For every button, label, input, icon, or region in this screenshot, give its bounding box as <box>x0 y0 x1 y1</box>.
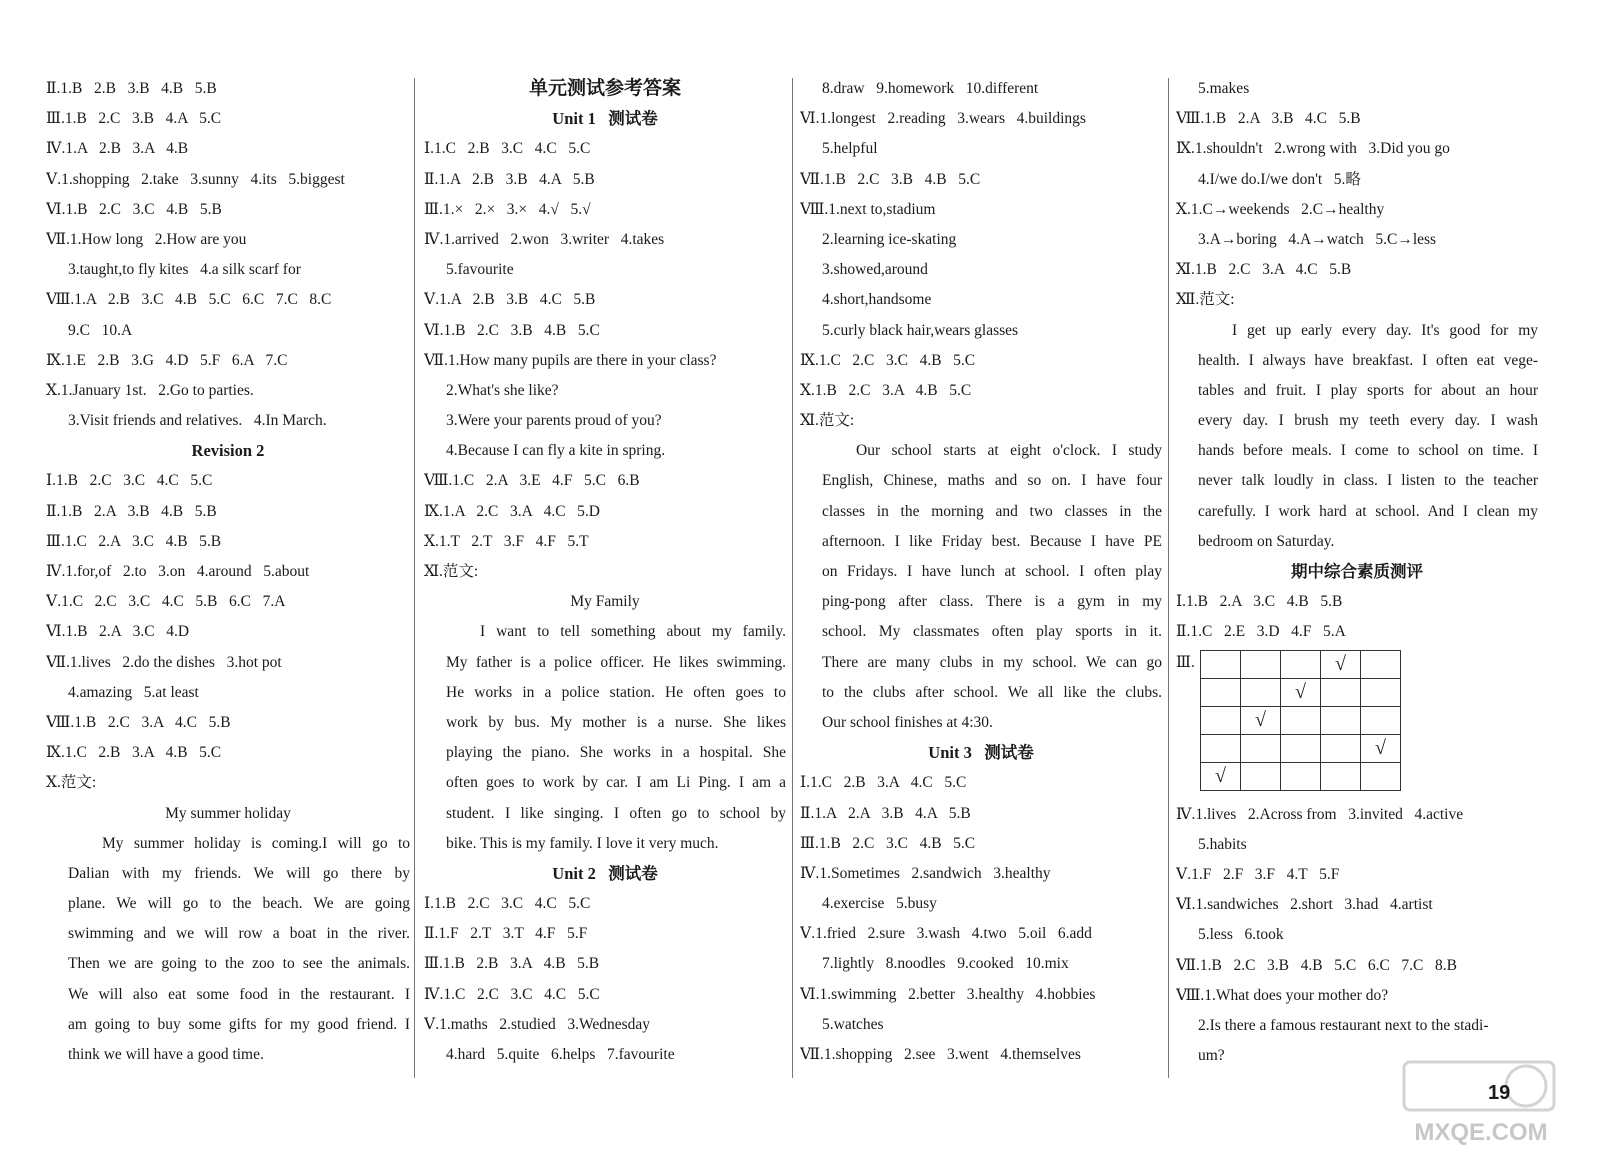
main-title: 单元测试参考答案 <box>528 78 681 99</box>
answer-line: 2.What's she like? <box>446 381 559 399</box>
essay-line: I get up early every day. It's good for my <box>1232 321 1538 339</box>
essay-line: carefully. I work hard at school. And I clean my <box>1198 502 1538 520</box>
answer-line: Ⅶ.1.B 2.C 3.B 4.B 5.C 6.C 7.C 8.B <box>1176 956 1457 974</box>
answer-line: 5.favourite <box>446 261 514 279</box>
grid-cell <box>1201 762 1241 790</box>
section-title-unit-1: Unit 1 测试卷 <box>552 109 658 129</box>
answer-line: 5.helpful <box>822 140 878 158</box>
answer-line: Ⅵ.1.B 2.C 3.C 4.B 5.B <box>46 200 222 218</box>
answer-line: Ⅷ.1.What does your mother do? <box>1176 986 1389 1004</box>
answer-line: Ⅹ.1.T 2.T 3.F 4.F 5.T <box>424 532 589 550</box>
answer-line: Ⅳ.1.lives 2.Across from 3.invited 4.active <box>1176 805 1464 823</box>
answer-line: 8.draw 9.homework 10.different <box>822 80 1039 97</box>
answer-line: Ⅳ.1.C 2.C 3.C 4.C 5.C <box>424 985 600 1003</box>
answer-line: Ⅴ.1.A 2.B 3.B 4.C 5.B <box>424 291 596 309</box>
answer-line: Ⅴ.1.shopping 2.take 3.sunny 4.its 5.biggest <box>46 170 345 188</box>
answer-line: 5.makes <box>1198 80 1250 97</box>
answer-line: Ⅳ.1.Sometimes 2.sandwich 3.healthy <box>800 864 1051 882</box>
answer-line: Ⅵ.1.swimming 2.better 3.healthy 4.hobbies <box>800 985 1096 1003</box>
answer-line: Ⅲ.1.C 2.A 3.C 4.B 5.B <box>46 532 222 550</box>
essay-line: to the clubs after school. We all like the clubs. <box>822 683 1162 701</box>
grid-cell <box>1241 706 1281 734</box>
answer-line: Ⅸ.1.E 2.B 3.G 4.D 5.F 6.A 7.C <box>46 351 288 369</box>
check-mark-icon: √ <box>1375 736 1386 759</box>
essay-line: on Fridays. I have lunch at school. I often play <box>822 563 1162 580</box>
grid-cell <box>1321 762 1361 790</box>
grid-cell <box>1281 678 1321 706</box>
grid-cell <box>1321 678 1361 706</box>
answer-line: 4.short,handsome <box>822 291 932 309</box>
answer-line: Ⅵ.1.sandwiches 2.short 3.had 4.artist <box>1176 896 1433 914</box>
answer-line: Ⅰ.1.B 2.C 3.C 4.C 5.C <box>424 895 591 913</box>
essay-line: am going to buy some gifts for my good friend. I <box>68 1015 410 1033</box>
column-divider-3 <box>1168 78 1169 1078</box>
answer-line: Ⅱ.1.F 2.T 3.T 4.F 5.F <box>424 925 588 943</box>
essay-line: ping-pong after class. There is a gym in my <box>822 593 1162 611</box>
essay-line: student. I like singing. I often go to school by <box>446 804 786 822</box>
column-4 <box>1176 74 1538 1071</box>
essay-line: health. I always have breakfast. I often eat vege- <box>1198 351 1538 369</box>
grid-cell <box>1201 678 1241 706</box>
answer-line: 4.exercise 5.busy <box>822 895 937 913</box>
grid-cell <box>1241 734 1281 762</box>
answer-line: Ⅲ.1.B 2.B 3.A 4.B 5.B <box>424 955 600 973</box>
answer-line: 4.I/we do.I/we don't 5.略 <box>1198 170 1361 188</box>
grid-cell <box>1201 734 1241 762</box>
answer-line: 5.watches <box>822 1015 884 1033</box>
answer-line: Ⅸ.1.A 2.C 3.A 4.C 5.D <box>424 502 601 520</box>
essay-line: My summer holiday is coming.I will go to <box>102 834 410 852</box>
essay-line: hands before meals. I come to school on time. I <box>1198 442 1538 460</box>
essay-line: We will also eat some food in the restaurant. I <box>68 985 410 1003</box>
answer-line: Ⅹ.1.C→weekends 2.C→healthy <box>1176 200 1385 218</box>
answer-line: Ⅸ.1.C 2.C 3.C 4.B 5.C <box>800 351 976 369</box>
essay-line: plane. We will go to the beach. We are going <box>68 895 410 913</box>
grid-cell <box>1281 762 1321 790</box>
answer-line: Ⅴ.1.maths 2.studied 3.Wednesday <box>424 1015 651 1033</box>
check-mark-icon: √ <box>1255 708 1266 731</box>
essay-line: He works in a police station. He often goes to <box>446 683 786 701</box>
answer-line: 4.Because I can fly a kite in spring. <box>446 442 666 460</box>
answer-line: 3.A→boring 4.A→watch 5.C→less <box>1198 230 1437 248</box>
answer-line: Ⅰ.1.B 2.C 3.C 4.C 5.C <box>46 472 213 490</box>
answer-line: Ⅴ.1.C 2.C 3.C 4.C 5.B 6.C 7.A <box>46 593 286 611</box>
answer-line: Ⅷ.1.next to,stadium <box>800 200 936 218</box>
grid-cell <box>1361 678 1401 706</box>
grid-cell <box>1321 706 1361 734</box>
watermark-circle <box>1506 1066 1546 1106</box>
watermark-logo <box>1396 1058 1566 1150</box>
essay-line: There are many clubs in my school. We can go <box>822 653 1162 671</box>
column-3 <box>800 74 1162 1070</box>
section-title-revision-2: Revision 2 <box>191 441 265 461</box>
answer-line: 5.habits <box>1198 835 1247 853</box>
essay-line: afternoon. I like Friday best. Because I have PE <box>822 532 1162 550</box>
essay-line: Then we are going to the zoo to see the animals. <box>68 955 410 973</box>
answer-line: Ⅰ.1.C 2.B 3.C 4.C 5.C <box>424 140 591 158</box>
answer-line: Ⅴ.1.F 2.F 3.F 4.T 5.F <box>1176 865 1340 883</box>
answer-line: Ⅶ.1.B 2.C 3.B 4.B 5.C <box>800 170 981 188</box>
grid-cell <box>1321 734 1361 762</box>
answer-line: Ⅸ.1.shouldn't 2.wrong with 3.Did you go <box>1176 140 1450 158</box>
check-mark-icon: √ <box>1215 764 1226 787</box>
essay-line: classes in the morning and two classes in the <box>822 502 1162 520</box>
answer-line: Ⅸ.1.C 2.B 3.A 4.B 5.C <box>46 744 222 762</box>
essay-title: My summer holiday <box>165 804 291 822</box>
check-mark-icon: √ <box>1295 680 1306 703</box>
answer-line: Ⅺ.范文: <box>800 412 855 430</box>
answer-line: 7.lightly 8.noodles 9.cooked 10.mix <box>822 955 1069 973</box>
answer-line: 2.learning ice-skating <box>822 230 957 248</box>
grid-cell <box>1281 734 1321 762</box>
essay-line: Dalian with my friends. We will go there by <box>68 864 410 882</box>
answer-line: Ⅰ.1.B 2.A 3.C 4.B 5.B <box>1176 593 1343 611</box>
answer-grid <box>1176 648 1538 800</box>
grid-label: Ⅲ. <box>1176 653 1195 671</box>
essay-line: never talk loudly in class. I listen to the teacher <box>1198 472 1538 490</box>
grid-cell <box>1361 706 1401 734</box>
answer-line: Ⅷ.1.B 2.C 3.A 4.C 5.B <box>46 713 231 731</box>
answer-line: Ⅷ.1.B 2.A 3.B 4.C 5.B <box>1176 110 1361 128</box>
answer-line: 3.taught,to fly kites 4.a silk scarf for <box>68 261 301 279</box>
grid-cell <box>1361 762 1401 790</box>
essay-line: think we will have a good time. <box>68 1046 264 1063</box>
answer-line: Ⅱ.1.A 2.B 3.B 4.A 5.B <box>424 170 595 188</box>
answer-line: Ⅳ.1.for,of 2.to 3.on 4.around 5.about <box>46 563 310 580</box>
essay-line: work by bus. My mother is a nurse. She likes <box>446 713 786 731</box>
essay-line: I want to tell something about my family. <box>480 623 786 641</box>
column-divider-2 <box>792 78 793 1078</box>
answer-line: Ⅶ.1.shopping 2.see 3.went 4.themselves <box>800 1046 1081 1063</box>
essay-line: tables and fruit. I play sports for about an hour <box>1198 381 1538 399</box>
column-1 <box>46 74 410 1070</box>
answer-line: 5.curly black hair,wears glasses <box>822 321 1019 339</box>
grid-cell <box>1241 762 1281 790</box>
essay-line: often goes to work by car. I am Li Ping. I am a <box>446 774 786 792</box>
answer-line: Ⅲ.1.B 2.C 3.C 4.B 5.C <box>800 834 976 852</box>
answer-line: Ⅴ.1.fried 2.sure 3.wash 4.two 5.oil 6.add <box>800 925 1092 943</box>
section-title-unit-3: Unit 3 测试卷 <box>928 743 1034 763</box>
check-mark-icon: √ <box>1335 652 1346 675</box>
section-title-midterm: 期中综合素质测评 <box>1291 562 1423 581</box>
essay-line: school. My classmates often play sports in it. <box>822 623 1162 641</box>
answer-line: Ⅺ.1.B 2.C 3.A 4.C 5.B <box>1176 261 1352 279</box>
answer-line: 2.Is there a famous restaurant next to the stadi- <box>1198 1016 1489 1034</box>
essay-line: My father is a police officer. He likes swimming. <box>446 653 786 671</box>
answer-line: Ⅲ.1.B 2.C 3.B 4.A 5.C <box>46 110 222 128</box>
answer-line: Ⅷ.1.C 2.A 3.E 4.F 5.C 6.B <box>424 472 640 490</box>
grid-cell <box>1201 706 1241 734</box>
answer-line: Ⅷ.1.A 2.B 3.C 4.B 5.C 6.C 7.C 8.C <box>46 291 332 309</box>
answer-line: Ⅳ.1.A 2.B 3.A 4.B <box>46 140 189 158</box>
answer-line: Ⅹ.范文: <box>46 774 97 792</box>
answer-line: Ⅲ.1.× 2.× 3.× 4.√ 5.√ <box>424 200 591 218</box>
answer-line: Ⅶ.1.lives 2.do the dishes 3.hot pot <box>46 653 282 671</box>
grid-cell <box>1361 734 1401 762</box>
answer-line: Ⅹ.1.January 1st. 2.Go to parties. <box>46 381 254 399</box>
grid-cell <box>1201 650 1241 678</box>
answer-line: Ⅰ.1.C 2.B 3.A 4.C 5.C <box>800 774 967 792</box>
answer-line: um? <box>1198 1047 1225 1065</box>
essay-line: every day. I brush my teeth every day. I wash <box>1198 412 1538 430</box>
essay-line: Our school starts at eight o'clock. I study <box>856 442 1162 460</box>
essay-line: Our school finishes at 4:30. <box>822 713 993 731</box>
grid-cell <box>1361 650 1401 678</box>
answer-line: Ⅶ.1.How long 2.How are you <box>46 230 247 248</box>
section-title-unit-2: Unit 2 测试卷 <box>552 863 658 883</box>
answer-line: 3.showed,around <box>822 261 928 279</box>
grid-cell <box>1241 678 1281 706</box>
essay-line: swimming and we will row a boat in the river. <box>68 925 410 943</box>
answer-line: 9.C 10.A <box>68 321 133 339</box>
answer-line: Ⅱ.1.B 2.A 3.B 4.B 5.B <box>46 502 217 520</box>
answer-line: Ⅳ.1.arrived 2.won 3.writer 4.takes <box>424 230 665 248</box>
answer-line: 4.amazing 5.at least <box>68 683 199 701</box>
answer-grid-table <box>1200 650 1401 791</box>
answer-line: 4.hard 5.quite 6.helps 7.favourite <box>446 1046 675 1063</box>
watermark-frame <box>1404 1062 1554 1110</box>
grid-cell <box>1281 706 1321 734</box>
answer-line: Ⅻ.范文: <box>1176 291 1235 309</box>
essay-title: My Family <box>570 593 640 611</box>
essay-line: bike. This is my family. I love it very much. <box>446 834 719 852</box>
answer-line: Ⅵ.1.B 2.C 3.B 4.B 5.C <box>424 321 600 339</box>
answer-line: Ⅵ.1.longest 2.reading 3.wears 4.buildings <box>800 110 1086 128</box>
grid-cell <box>1281 650 1321 678</box>
essay-line: bedroom on Saturday. <box>1198 532 1335 550</box>
answer-line: Ⅶ.1.How many pupils are there in your class? <box>424 351 717 369</box>
grid-cell <box>1241 650 1281 678</box>
essay-line: playing the piano. She works in a hospital. She <box>446 744 786 762</box>
essay-line: English, Chinese, maths and so on. I have four <box>822 472 1162 490</box>
answer-line: Ⅱ.1.A 2.A 3.B 4.A 5.B <box>800 804 971 822</box>
grid-cell <box>1321 650 1361 678</box>
answer-line: 3.Visit friends and relatives. 4.In March. <box>68 412 327 430</box>
answer-line: Ⅹ.1.B 2.C 3.A 4.B 5.C <box>800 381 972 399</box>
answer-line: Ⅺ.范文: <box>424 563 479 580</box>
column-2 <box>424 74 786 1070</box>
answer-line: Ⅱ.1.C 2.E 3.D 4.F 5.A <box>1176 623 1346 641</box>
answer-line: 5.less 6.took <box>1198 926 1284 944</box>
page-number: 19 <box>1488 1082 1511 1104</box>
answer-line: Ⅱ.1.B 2.B 3.B 4.B 5.B <box>46 80 217 97</box>
column-divider-1 <box>414 78 415 1078</box>
answer-line: Ⅵ.1.B 2.A 3.C 4.D <box>46 623 190 641</box>
answer-line: 3.Were your parents proud of you? <box>446 412 662 430</box>
watermark-text: MXQE.COM <box>1414 1119 1548 1146</box>
